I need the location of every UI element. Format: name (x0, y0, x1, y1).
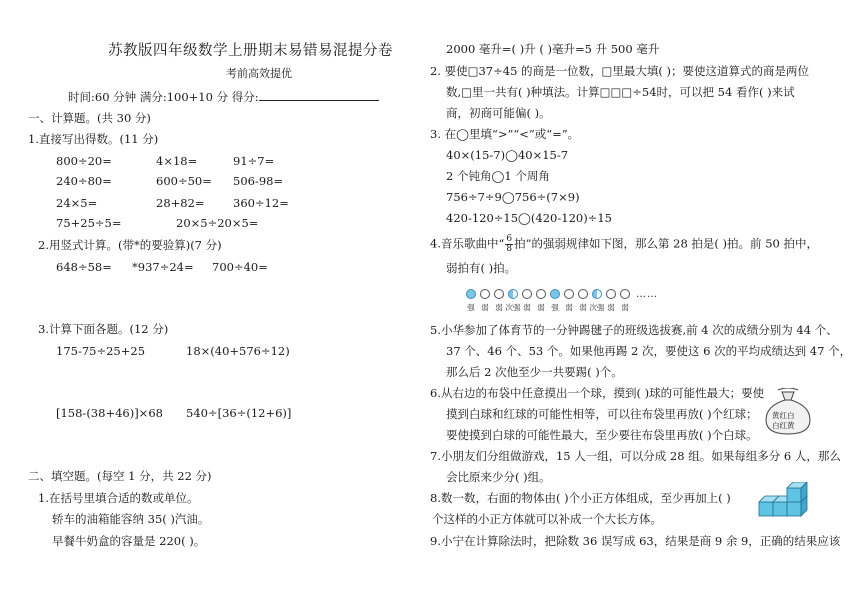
beat-label: 弱 (537, 303, 545, 312)
calc-item: 600÷50= (156, 174, 212, 188)
beat-circle-weak (536, 289, 546, 299)
beat-label: 弱 (579, 303, 587, 312)
compare-item: 40×(15-7)◯40×15-7 (446, 148, 569, 162)
calc-item: 20×5÷20×5= (176, 216, 259, 230)
beat-label: 弱 (621, 303, 629, 312)
fraction-denominator: 8 (506, 244, 513, 254)
beat-circle-weak (620, 289, 630, 299)
exam-meta (68, 89, 379, 104)
calc-item: 24×5= (56, 196, 98, 210)
calc-item: 240÷80= (56, 174, 112, 188)
calc-item: 506-98= (233, 174, 284, 188)
vertical-calc-item: *937÷24= (132, 260, 194, 274)
beat-label: 弱 (523, 303, 531, 312)
beat-label: 弱 (565, 303, 573, 312)
calc-item: 4×18= (156, 154, 198, 168)
beat-ellipsis: …… (636, 289, 658, 300)
cloth-bag-illustration (760, 388, 816, 436)
exam-meta-text: 时间:60 分钟 满分:100+10 分 得分: (68, 90, 259, 104)
vertical-calc-item: 700÷40= (212, 260, 268, 274)
q2-text: 商，初商可能偏( )。 (446, 106, 551, 120)
q4-text-post: 拍”的强弱规律如下图，那么第 28 拍是( )拍。前 50 拍中， (514, 236, 818, 251)
expression-item: [158-(38+46)]×68 (56, 406, 163, 420)
beat-label: 强 (551, 303, 559, 312)
q8-text: 个这样的小正方体就可以补成一个大长方体。 (432, 512, 662, 526)
cube-stack-illustration (757, 482, 815, 518)
q2-text: 数,□里一共有( )种填法。计算□□□÷54时，可以把 54 看作( )来试 (446, 85, 795, 99)
beat-label: 弱 (607, 303, 615, 312)
fill-q1-heading: 1.在括号里填合适的数或单位。 (38, 491, 199, 505)
beat-circle-strong (550, 289, 560, 299)
q2-heading: 2.用竖式计算。(带*的要验算)(7 分) (38, 238, 222, 252)
beat-label: 强 (467, 303, 475, 312)
volume-conversion-line: 2000 毫升=( )升 ( )毫升=5 升 500 毫升 (446, 42, 660, 56)
time-signature-fraction (505, 235, 513, 254)
q7-text: 会比原来少分( )组。 (446, 470, 551, 484)
beat-circle-strong (466, 289, 476, 299)
bag-ball-labels: 黄红白 (772, 411, 795, 420)
q5-text: 37 个、46 个、53 个。如果他再踢 2 次，要使这 6 次的平均成绩达到 47 个， (446, 344, 852, 358)
beat-circle-weak (494, 289, 504, 299)
calc-item: 800÷20= (56, 154, 112, 168)
beat-label: 弱 (481, 303, 489, 312)
q4-text (430, 235, 818, 254)
calc-item: 75+25÷5= (56, 216, 122, 230)
q8-text: 8.数一数，右面的物体由( )个小正方体组成，至少再加上( ) (430, 491, 731, 505)
section-2-heading: 二、填空题。(每空 1 分，共 22 分) (28, 469, 212, 483)
q4-text: 弱拍有( )拍。 (446, 261, 517, 275)
q1-heading: 1.直接写出得数。(11 分) (28, 132, 159, 146)
calc-item: 28+82= (156, 196, 205, 210)
beat-label: 弱 (495, 303, 503, 312)
beat-circle-substrong (592, 289, 602, 299)
beat-pattern-figure (466, 289, 696, 315)
compare-item: 420-120÷15◯(420-120)÷15 (446, 211, 612, 225)
beat-label: 次强 (589, 303, 605, 312)
fraction-numerator: 6 (506, 234, 513, 244)
q3-text: 3. 在◯里填“>”“<”或“=”。 (430, 127, 580, 141)
page-title: 苏教版四年级数学上册期末易错易混提分卷 (108, 43, 393, 59)
q4-text-pre: 4.音乐歌曲中“ (430, 236, 505, 251)
q6-text: 摸到白球和红球的可能性相等，可以往布袋里再放( )个红球； (446, 407, 758, 421)
section-1-heading: 一、计算题。(共 30 分) (28, 111, 151, 125)
q5-text: 5.小华参加了体育节的一分钟踢毽子的班级选拔赛,前 4 次的成绩分别为 44 个、 (430, 323, 838, 337)
fill-q1-line: 轿车的油箱能容纳 35( )汽油。 (52, 512, 210, 526)
q2-text: 2. 要使□37÷45 的商是一位数，□里最大填( )；要使这道算式的商是两位 (430, 64, 810, 78)
q6-text: 6.从右边的布袋中任意摸出一个球，摸到( )球的可能性最大；要使 (430, 386, 765, 400)
q5-text: 那么后 2 次他至少一共要踢( )个。 (446, 365, 623, 379)
q6-text: 要使摸到白球的可能性最大，至少要往布袋里再放( )个白球。 (446, 428, 758, 442)
expression-item: 540÷[36÷(12+6)] (186, 406, 292, 420)
q9-text: 9.小宁在计算除法时，把除数 36 误写成 63，结果是商 9 余 9，正确的结果应该 (430, 534, 841, 548)
fill-q1-line: 早餐牛奶盒的容量是 220( )。 (52, 534, 206, 548)
q7-text: 7.小朋友们分组做游戏，15 人一组，可以分成 28 组。如果每组多分 6 人，那么 (430, 449, 841, 463)
compare-item: 756÷7÷9◯756÷(7×9) (446, 190, 580, 204)
beat-circle-weak (606, 289, 616, 299)
page-subtitle: 考前高效提优 (226, 67, 292, 80)
calc-item: 91÷7= (233, 154, 275, 168)
q3-heading: 3.计算下面各题。(12 分) (38, 322, 169, 336)
beat-circle-weak (522, 289, 532, 299)
compare-item: 2 个钝角◯1 个周角 (446, 169, 550, 183)
beat-label: 次强 (505, 303, 521, 312)
beat-circle-weak (480, 289, 490, 299)
expression-item: 175-75÷25+25 (56, 344, 146, 358)
vertical-calc-item: 648÷58= (56, 260, 112, 274)
score-blank[interactable] (259, 89, 379, 101)
bag-ball-labels: 白红黄 (772, 421, 795, 430)
expression-item: 18×(40+576÷12) (186, 344, 290, 358)
beat-circle-substrong (508, 289, 518, 299)
beat-circle-weak (564, 289, 574, 299)
calc-item: 360÷12= (233, 196, 289, 210)
beat-circle-weak (578, 289, 588, 299)
